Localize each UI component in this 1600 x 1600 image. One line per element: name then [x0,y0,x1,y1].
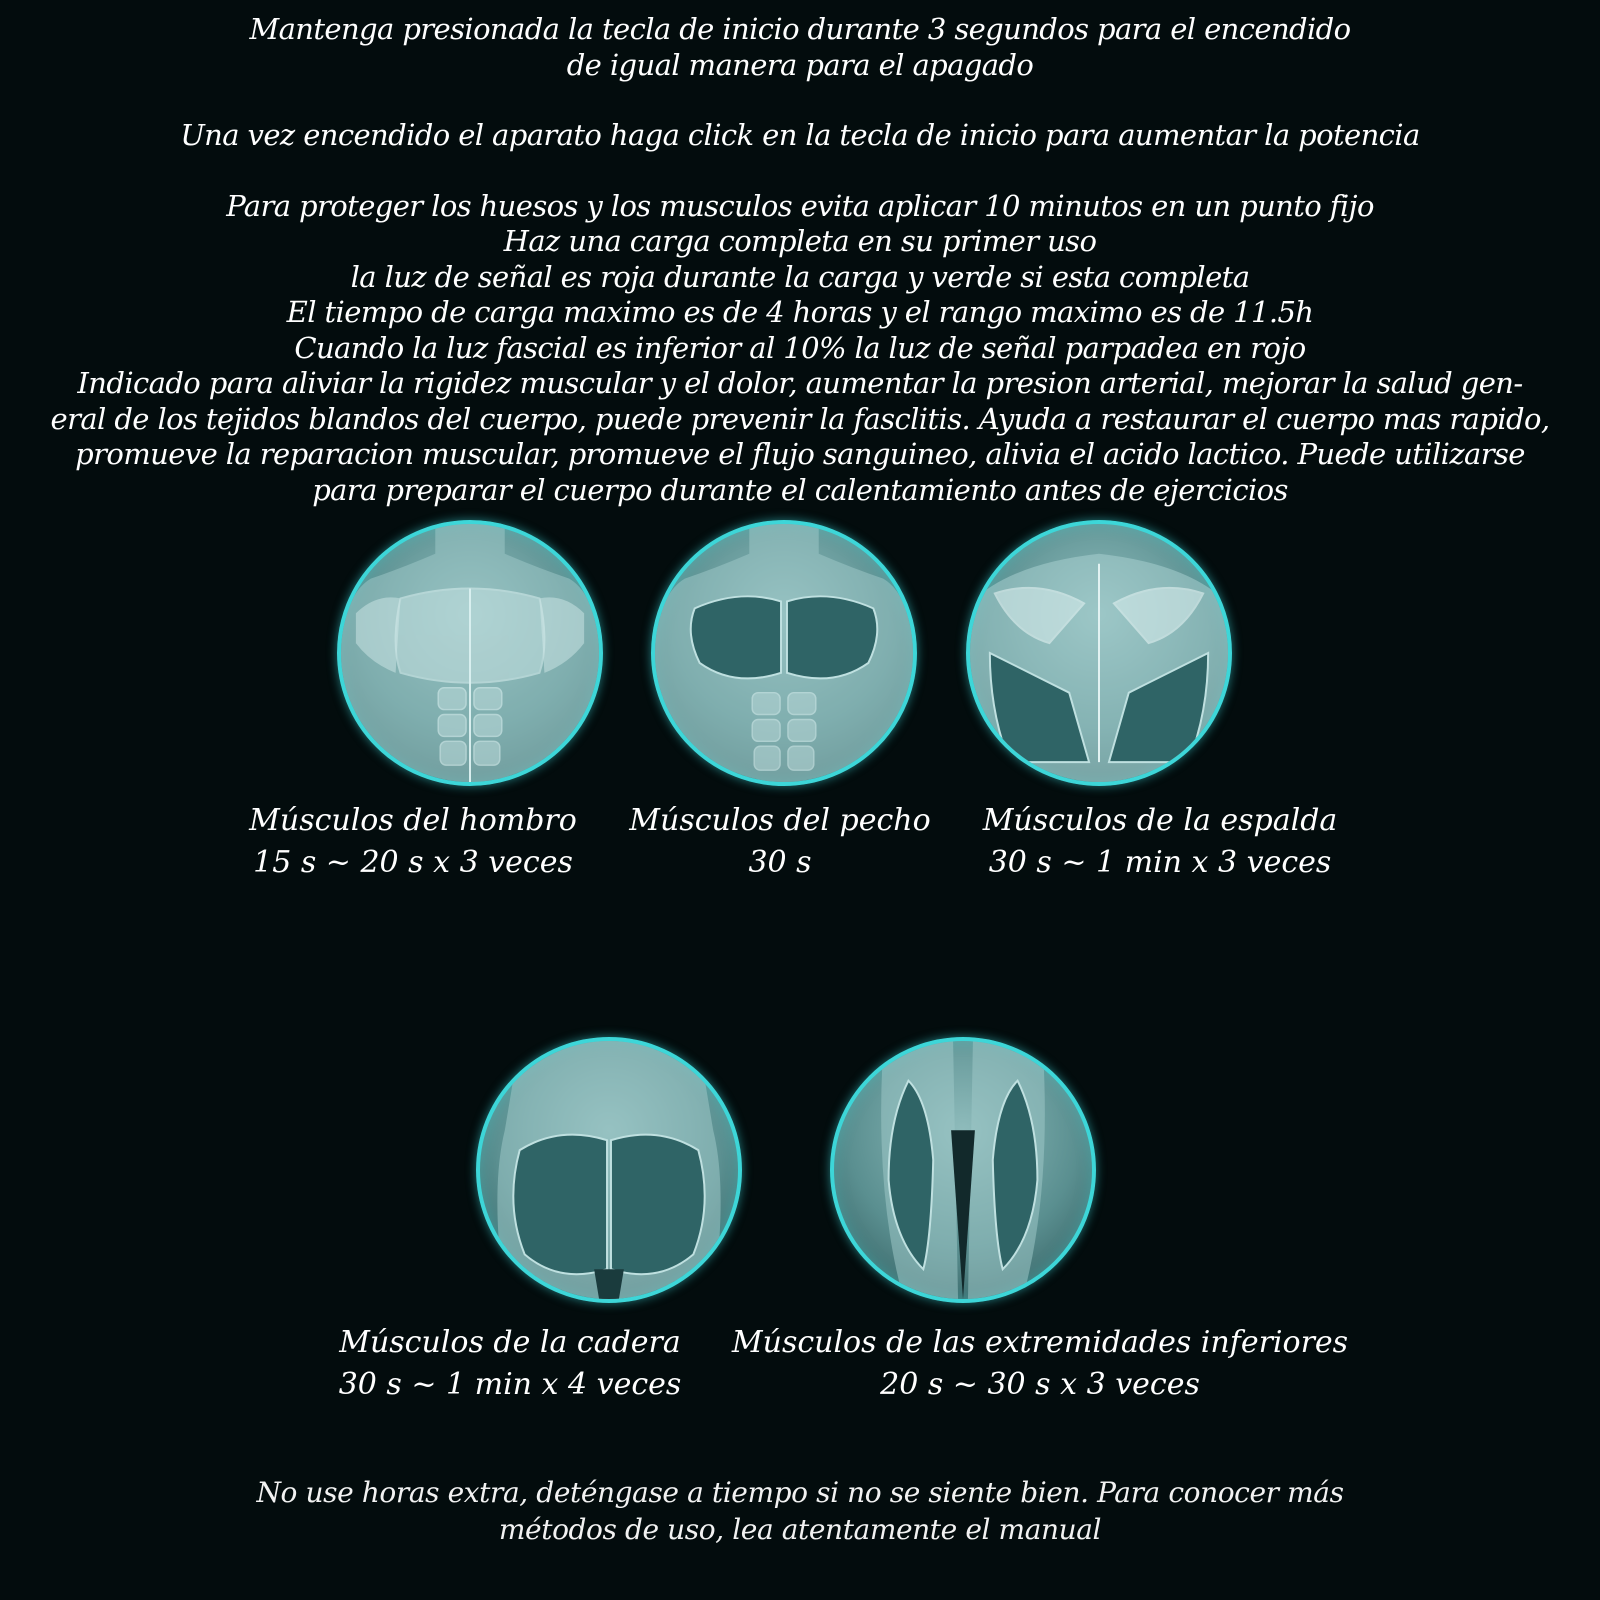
instruction-line: Mantenga presionada la tecla de inicio durante 3 segundos para el encendido [249,12,1351,46]
instruction-line: eral de los tejidos blandos del cuerpo, puede prevenir la fasclitis. Ayuda a restaurar el cuerpo mas rapido, [50,401,1550,436]
zone-label-back [950,800,1370,884]
instruction-line: El tiempo de carga maximo es de 4 horas y el rango maximo es de 11.5h [286,295,1314,329]
chest-muscles-icon [651,520,917,786]
zone-label-lower-limbs [720,1322,1360,1406]
zone-name: Músculos de la cadera [339,1325,681,1360]
zone-time: 30 s ~ 1 min x 3 veces [988,845,1332,880]
instruction-line: de igual manera para el apagado [566,47,1034,82]
instruction-line: para preparar el cuerpo durante el calentamiento antes de ejercicios [312,472,1288,507]
zone-label-chest [620,800,940,884]
lower-limb-muscles-icon [830,1037,1096,1303]
zone-label-shoulder [213,800,613,884]
instruction-line: Cuando la luz fascial es inferior al 10% la luz de señal parpadea en rojo [294,330,1306,365]
instruction-line: Haz una carga completa en su primer uso [503,224,1097,258]
instruction-line: la luz de señal es roja durante la carga y verde si esta completa [350,259,1250,294]
zone-name: Músculos de la espalda [982,803,1338,838]
zone-time: 30 s [748,845,812,880]
footer-line: métodos de uso, lea atentamente el manual [498,1513,1102,1546]
instruction-line: promueve la reparacion muscular, promueve el flujo sanguineo, alivia el acido lactico. Puede utilizarse [75,437,1525,471]
zone-name: Músculos del hombro [249,803,577,838]
zone-time: 15 s ~ 20 s x 3 veces [253,845,573,880]
footer-note [100,1474,1500,1548]
zone-name: Músculos del pecho [629,803,931,838]
zone-time: 30 s ~ 1 min x 4 veces [338,1367,682,1402]
zone-time: 20 s ~ 30 s x 3 veces [880,1367,1200,1402]
instructions-text [10,12,1590,508]
back-muscles-icon [966,520,1232,786]
instruction-line: Para proteger los huesos y los musculos evita aplicar 10 minutos en un punto fijo [226,188,1374,223]
hip-muscles-icon [476,1037,742,1303]
shoulder-muscles-icon [337,520,603,786]
instruction-line: Una vez encendido el aparato haga click en la tecla de inicio para aumentar la potencia [180,118,1420,152]
footer-line: No use horas extra, deténgase a tiempo si no se siente bien. Para conocer más [256,1476,1344,1509]
zone-name: Músculos de las extremidades inferiores [731,1325,1349,1360]
zone-label-hip [300,1322,720,1406]
instruction-line: Indicado para aliviar la rigidez muscular y el dolor, aumentar la presion arterial, mejorar la salud gen- [77,366,1523,400]
